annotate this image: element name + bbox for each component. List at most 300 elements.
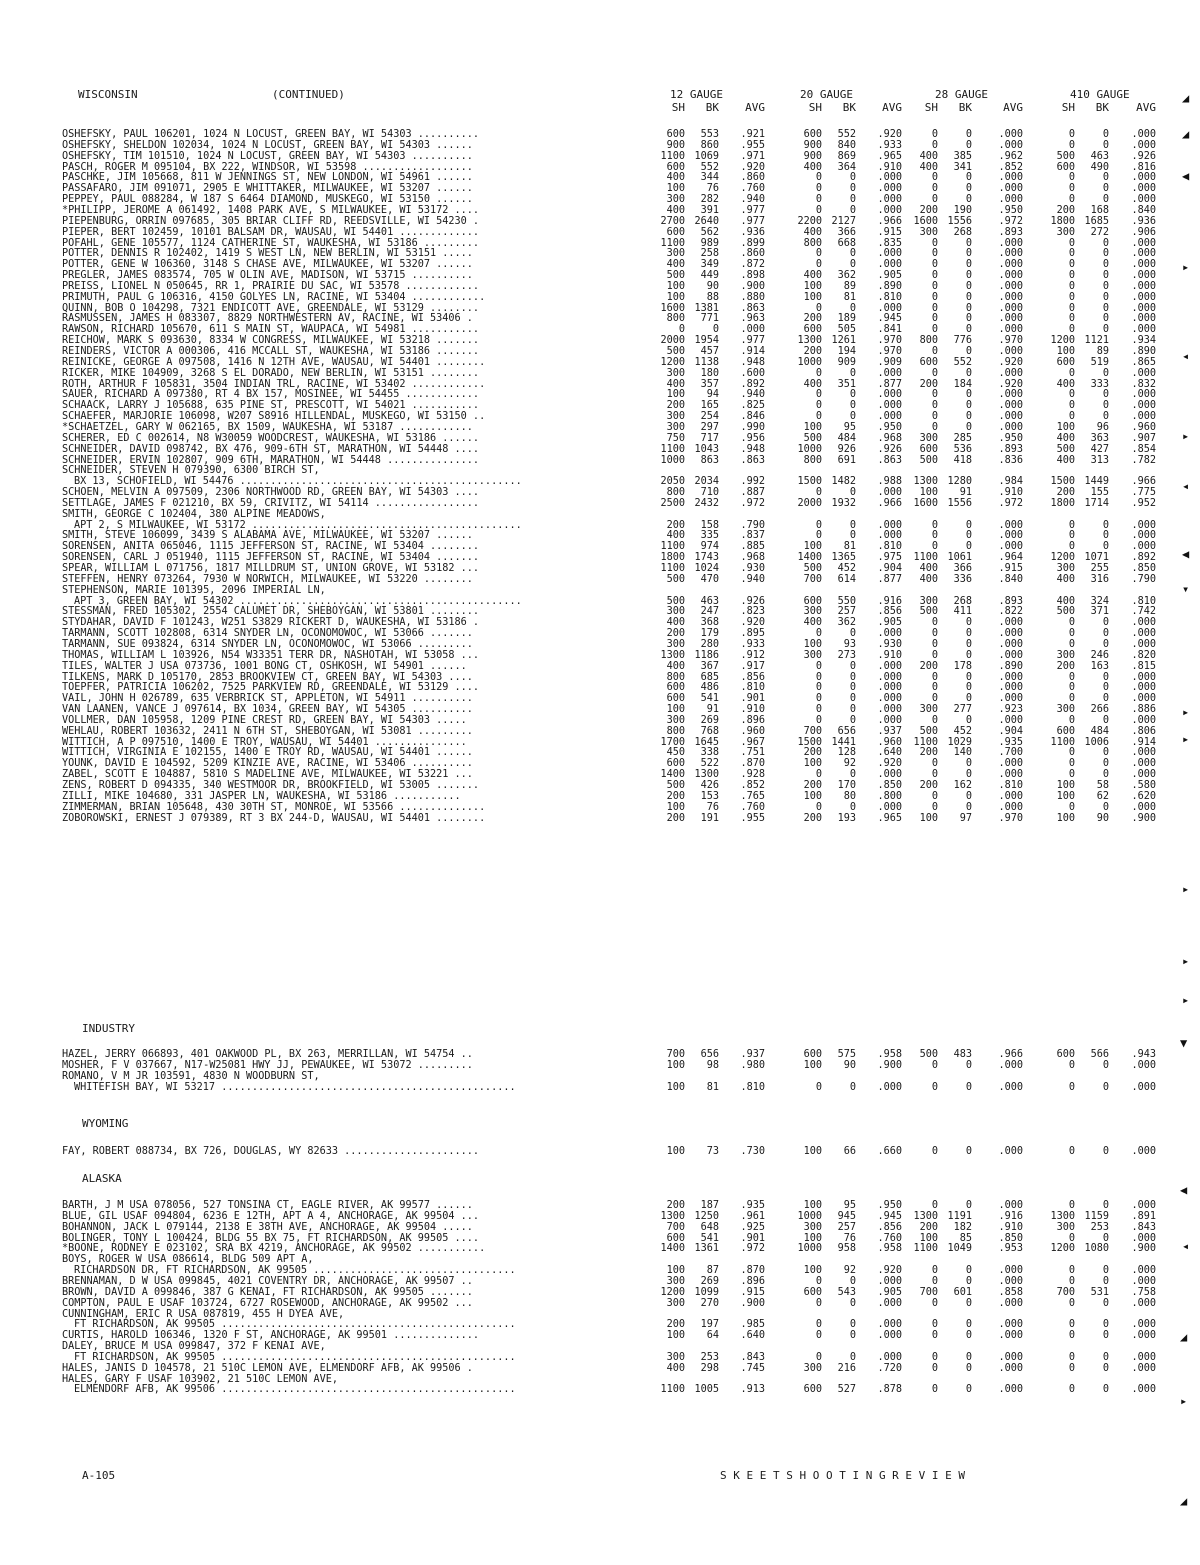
score-cell: .962 xyxy=(998,150,1023,162)
shooter-name-address: POTTER, DENNIS R 102402, 1419 S WEST LN, NEW BERLIN, WI 53151 ..... xyxy=(62,248,473,260)
score-cell: 200 xyxy=(1056,487,1075,499)
score-cell: 452 xyxy=(837,563,856,574)
score-cell: 600 xyxy=(919,356,938,368)
score-cell: 0 xyxy=(849,1275,856,1287)
score-cell: 0 xyxy=(965,367,972,379)
score-cell: 191 xyxy=(700,812,719,824)
score-cell: 253 xyxy=(1090,1221,1109,1233)
score-cell: 300 xyxy=(919,226,938,238)
score-cell: .000 xyxy=(877,671,902,683)
score-cell: .892 xyxy=(740,378,765,390)
score-cell: 300 xyxy=(666,421,685,433)
score-cell: .977 xyxy=(740,335,765,347)
continued-label: (CONTINUED) xyxy=(272,88,345,101)
shooter-name-address: *SCHAETZEL, GARY W 062165, BX 1509, WAUKESHA, WI 53187 ............ xyxy=(62,421,473,433)
score-cell: .843 xyxy=(1131,1221,1156,1233)
score-cell: 0 xyxy=(815,1351,822,1363)
score-cell: .870 xyxy=(740,1265,765,1277)
score-cell: .940 xyxy=(740,389,765,401)
score-cell: 0 xyxy=(931,769,938,781)
score-cell: .580 xyxy=(1131,780,1156,791)
score-cell: 600 xyxy=(1056,161,1075,173)
score-cell: 0 xyxy=(1102,411,1109,423)
score-cell: 88 xyxy=(706,291,719,303)
margin-mark: ◢ xyxy=(1182,127,1190,141)
score-cell: 656 xyxy=(837,725,856,737)
score-cell: .730 xyxy=(740,1146,765,1157)
score-cell: 400 xyxy=(1056,595,1075,607)
score-cell: .961 xyxy=(740,1210,765,1222)
score-cell: 277 xyxy=(953,704,972,716)
column-header: BK xyxy=(1095,101,1109,114)
score-cell: 0 xyxy=(965,682,972,694)
score-cell: 313 xyxy=(1090,454,1109,466)
score-cell: 600 xyxy=(666,1232,685,1244)
score-cell: .968 xyxy=(740,552,765,564)
score-cell: .893 xyxy=(998,443,1023,455)
score-cell: 100 xyxy=(803,1200,822,1211)
score-cell: 0 xyxy=(931,302,938,314)
table-row xyxy=(0,563,1200,574)
score-cell: 0 xyxy=(1068,1319,1075,1331)
score-cell: 519 xyxy=(1090,356,1109,368)
score-cell: 168 xyxy=(1090,204,1109,216)
score-cell: .909 xyxy=(877,356,902,368)
section-industry: INDUSTRY xyxy=(82,1022,135,1035)
score-cell: 100 xyxy=(1056,812,1075,824)
score-cell: 1700 xyxy=(660,736,685,748)
score-cell: .937 xyxy=(877,725,902,737)
score-cell: 200 xyxy=(919,204,938,216)
score-cell: 0 xyxy=(815,487,822,499)
score-cell: .000 xyxy=(877,1297,902,1309)
score-cell: 536 xyxy=(953,443,972,455)
table-row xyxy=(0,411,1200,422)
score-cell: 338 xyxy=(700,747,719,759)
score-cell: 0 xyxy=(965,421,972,433)
score-cell: 0 xyxy=(1102,617,1109,629)
score-cell: 1261 xyxy=(831,335,856,347)
score-cell: 0 xyxy=(931,1059,938,1071)
score-cell: .860 xyxy=(740,172,765,184)
score-cell: 66 xyxy=(843,1146,856,1157)
shooter-name-address: SCHNEIDER, DAVID 098742, BX 476, 909-6TH ST, MARATHON, WI 54448 .... xyxy=(62,443,480,455)
score-cell: 869 xyxy=(837,150,856,162)
score-cell: 357 xyxy=(700,378,719,390)
score-cell: 400 xyxy=(666,259,685,271)
score-cell: 258 xyxy=(700,248,719,260)
score-cell: 257 xyxy=(837,606,856,618)
shooter-name-address: QUINN, BOB O 104298, 7321 ENDICOTT AVE, GREENDALE, WI 53129 ........ xyxy=(62,302,480,314)
shooter-name-address: PIEPENBURG, ORRIN 097685, 305 BRIAR CLIFF RD, REEDSVILLE, WI 54230 . xyxy=(62,215,480,227)
score-cell: .960 xyxy=(877,736,902,748)
score-cell: .965 xyxy=(877,150,902,162)
table-row xyxy=(0,661,1200,672)
score-cell: 0 xyxy=(1102,671,1109,683)
score-cell: 500 xyxy=(666,270,685,282)
score-cell: 1645 xyxy=(694,736,719,748)
score-cell: .977 xyxy=(740,215,765,227)
margin-mark: ▸ xyxy=(1182,260,1190,274)
score-cell: 1071 xyxy=(1084,552,1109,564)
score-cell: .000 xyxy=(1131,1362,1156,1374)
score-cell: .000 xyxy=(1131,1146,1156,1157)
score-cell: 0 xyxy=(1068,1362,1075,1374)
score-cell: 0 xyxy=(965,617,972,629)
score-cell: 100 xyxy=(666,280,685,292)
table-row xyxy=(0,693,1200,704)
score-cell: 96 xyxy=(1096,421,1109,433)
score-cell: 1932 xyxy=(831,497,856,509)
score-cell: .751 xyxy=(740,747,765,759)
score-cell: 0 xyxy=(965,1081,972,1093)
shooter-name-address: THOMAS, WILLIAM L 103926, N54 W33351 TERR DR, NASHOTAH, WI 53058 ... xyxy=(62,649,480,661)
score-cell: .966 xyxy=(877,215,902,227)
score-cell: 76 xyxy=(843,1232,856,1244)
score-cell: 926 xyxy=(837,443,856,455)
score-cell: .907 xyxy=(1131,432,1156,444)
address-continuation: WHITEFISH BAY, WI 53217 ................................................ xyxy=(74,1081,516,1093)
score-cell: .810 xyxy=(740,682,765,694)
shooter-name-address: WITTICH, A P 097510, 1400 E TROY, WAUSAU, WI 54401 ............... xyxy=(62,736,467,748)
score-cell: .000 xyxy=(877,367,902,379)
table-row-continuation xyxy=(0,1352,1200,1363)
score-cell: 0 xyxy=(931,324,938,336)
score-cell: 1600 xyxy=(913,497,938,509)
score-cell: 0 xyxy=(1068,682,1075,694)
table-row-continuation xyxy=(0,1319,1200,1330)
score-cell: 333 xyxy=(1090,378,1109,390)
score-cell: .900 xyxy=(877,1059,902,1071)
score-cell: .000 xyxy=(877,204,902,216)
score-cell: 600 xyxy=(803,595,822,607)
score-cell: .000 xyxy=(998,291,1023,303)
score-cell: 0 xyxy=(1102,1384,1109,1396)
score-cell: 600 xyxy=(1056,356,1075,368)
score-cell: 0 xyxy=(1102,129,1109,140)
score-cell: 0 xyxy=(849,660,856,672)
score-cell: 300 xyxy=(803,1362,822,1374)
gauge-20-label: 20 GAUGE xyxy=(800,88,853,101)
score-cell: .000 xyxy=(877,693,902,705)
table-row xyxy=(0,400,1200,411)
score-cell: 280 xyxy=(700,638,719,650)
score-cell: 900 xyxy=(803,139,822,151)
score-cell: .000 xyxy=(877,183,902,195)
address-continuation: ELMENDORF AFB, AK 99506 ................................................ xyxy=(74,1384,516,1396)
shooter-name-address: CURTIS, HAROLD 106346, 1320 F ST, ANCHORAGE, AK 99501 .............. xyxy=(62,1330,480,1342)
score-cell: 270 xyxy=(700,1297,719,1309)
score-cell: .816 xyxy=(1131,161,1156,173)
score-cell: .920 xyxy=(877,758,902,770)
table-row xyxy=(0,281,1200,292)
score-cell: 391 xyxy=(700,204,719,216)
score-cell: 100 xyxy=(803,291,822,303)
score-cell: 600 xyxy=(666,129,685,140)
table-row xyxy=(0,487,1200,498)
score-cell: .906 xyxy=(1131,226,1156,238)
score-cell: 0 xyxy=(1068,1265,1075,1277)
score-cell: .988 xyxy=(877,476,902,488)
score-cell: .928 xyxy=(740,769,765,781)
score-cell: 0 xyxy=(815,302,822,314)
score-cell: 0 xyxy=(1102,248,1109,260)
score-cell: 0 xyxy=(1102,1146,1109,1157)
table-row xyxy=(0,259,1200,270)
score-cell: 400 xyxy=(803,161,822,173)
score-cell: 194 xyxy=(837,346,856,357)
score-cell: 0 xyxy=(1068,714,1075,726)
score-cell: .000 xyxy=(1131,1297,1156,1309)
score-cell: 600 xyxy=(803,324,822,336)
score-cell: 100 xyxy=(666,1330,685,1342)
score-cell: .900 xyxy=(740,1297,765,1309)
score-cell: 0 xyxy=(931,291,938,303)
score-cell: .955 xyxy=(740,139,765,151)
score-cell: .916 xyxy=(998,1210,1023,1222)
shooter-name-address: TARMANN, SCOTT 102808, 6314 SNYDER LN, OCONOMOWOC, WI 53066 ....... xyxy=(62,628,473,640)
score-cell: .000 xyxy=(1131,324,1156,336)
score-cell: 0 xyxy=(849,367,856,379)
table-row xyxy=(0,1363,1200,1374)
table-row-continuation xyxy=(0,476,1200,487)
margin-mark: ◂ xyxy=(1182,1239,1190,1253)
score-cell: 0 xyxy=(1102,1275,1109,1287)
score-cell: 300 xyxy=(919,704,938,716)
score-cell: 100 xyxy=(666,291,685,303)
score-cell: 0 xyxy=(1102,1081,1109,1093)
score-cell: 1361 xyxy=(694,1243,719,1255)
score-cell: 2200 xyxy=(797,215,822,227)
score-cell: 0 xyxy=(931,1275,938,1287)
score-cell: .958 xyxy=(877,1243,902,1255)
score-cell: .967 xyxy=(740,736,765,748)
score-cell: .852 xyxy=(998,161,1023,173)
score-cell: 76 xyxy=(706,801,719,813)
score-cell: 0 xyxy=(1068,617,1075,629)
score-cell: .822 xyxy=(998,606,1023,618)
score-cell: 974 xyxy=(700,541,719,553)
score-cell: 349 xyxy=(700,259,719,271)
score-cell: 800 xyxy=(803,454,822,466)
shooter-name-address: OSHEFSKY, SHELDON 102034, 1024 N LOCUST, GREEN BAY, WI 54303 ...... xyxy=(62,139,473,151)
score-cell: 1043 xyxy=(694,443,719,455)
score-cell: 656 xyxy=(700,1049,719,1060)
score-cell: 1191 xyxy=(947,1210,972,1222)
score-cell: 0 xyxy=(931,1081,938,1093)
score-cell: .992 xyxy=(740,476,765,488)
score-cell: .000 xyxy=(998,1362,1023,1374)
table-row xyxy=(0,389,1200,400)
shooter-name-address: SCHOEN, MELVIN A 097509, 2306 NORTHWOOD RD, GREEN BAY, WI 54303 .... xyxy=(62,487,480,499)
section-alaska: ALASKA xyxy=(82,1172,122,1185)
score-cell: 552 xyxy=(837,129,856,140)
score-cell: .000 xyxy=(877,400,902,412)
table-row xyxy=(0,455,1200,466)
score-cell: .000 xyxy=(998,367,1023,379)
table-row xyxy=(0,1211,1200,1222)
score-cell: 0 xyxy=(931,270,938,282)
score-cell: 336 xyxy=(953,573,972,585)
score-cell: 0 xyxy=(1068,400,1075,412)
score-cell: .966 xyxy=(877,497,902,509)
score-cell: 484 xyxy=(1090,725,1109,737)
score-cell: .913 xyxy=(740,1384,765,1396)
shooter-name-address: SPEAR, WILLIAM L 071756, 1817 MILLDRUM ST, UNION GROVE, WI 53182 ... xyxy=(62,563,480,574)
table-row xyxy=(0,422,1200,433)
table-row xyxy=(0,617,1200,628)
score-cell: 0 xyxy=(849,302,856,314)
score-cell: 0 xyxy=(1102,519,1109,531)
score-cell: .841 xyxy=(877,324,902,336)
score-cell: 91 xyxy=(959,487,972,499)
score-cell: 300 xyxy=(803,606,822,618)
score-cell: 500 xyxy=(919,606,938,618)
score-cell: 247 xyxy=(700,606,719,618)
state-title: WISCONSIN xyxy=(78,88,138,101)
score-cell: 0 xyxy=(849,248,856,260)
score-cell: 0 xyxy=(1102,389,1109,401)
score-cell: 2500 xyxy=(660,497,685,509)
score-cell: 0 xyxy=(931,638,938,650)
score-cell: 0 xyxy=(1102,747,1109,759)
score-cell: 300 xyxy=(666,1275,685,1287)
score-cell: .852 xyxy=(740,780,765,791)
score-cell: .600 xyxy=(740,367,765,379)
score-cell: 0 xyxy=(1068,389,1075,401)
score-cell: 0 xyxy=(931,790,938,802)
score-cell: .000 xyxy=(877,714,902,726)
score-cell: 552 xyxy=(953,356,972,368)
shooter-name-address: OSHEFSKY, TIM 101510, 1024 N LOCUST, GREEN BAY, WI 54303 .......... xyxy=(62,150,473,162)
score-cell: .000 xyxy=(998,280,1023,292)
column-header: SH xyxy=(808,101,822,114)
score-cell: 1449 xyxy=(1084,476,1109,488)
score-cell: 1099 xyxy=(694,1286,719,1298)
score-cell: .990 xyxy=(740,421,765,433)
shooter-name-address: PIEPER, BERT 102459, 10101 BALSAM DR, WAUSAU, WI 54401 ............. xyxy=(62,226,480,238)
table-row xyxy=(0,791,1200,802)
score-cell: 500 xyxy=(1056,606,1075,618)
score-cell: 411 xyxy=(953,606,972,618)
score-cell: 0 xyxy=(931,519,938,531)
score-cell: .000 xyxy=(1131,628,1156,640)
score-cell: 527 xyxy=(837,1384,856,1396)
score-cell: 909 xyxy=(837,356,856,368)
address-continuation: FT RICHARDSON, AK 99505 ................................................ xyxy=(74,1319,516,1331)
score-cell: 0 xyxy=(1102,280,1109,292)
score-cell: 1400 xyxy=(660,769,685,781)
score-cell: 0 xyxy=(1102,313,1109,325)
score-cell: .945 xyxy=(877,1210,902,1222)
score-cell: .000 xyxy=(1131,714,1156,726)
score-cell: 0 xyxy=(678,324,685,336)
score-cell: 0 xyxy=(965,172,972,184)
score-cell: .000 xyxy=(1131,638,1156,650)
score-cell: 0 xyxy=(931,1362,938,1374)
score-cell: 0 xyxy=(849,400,856,412)
score-cell: 600 xyxy=(919,443,938,455)
score-cell: .899 xyxy=(740,237,765,249)
score-cell: 0 xyxy=(931,541,938,553)
score-cell: .000 xyxy=(1131,411,1156,423)
margin-mark: ◢ xyxy=(1182,91,1190,105)
table-row xyxy=(0,639,1200,650)
score-cell: 1069 xyxy=(694,150,719,162)
table-row xyxy=(0,802,1200,813)
score-cell: 257 xyxy=(837,1221,856,1233)
table-row xyxy=(0,140,1200,151)
score-cell: 341 xyxy=(953,161,972,173)
score-cell: .893 xyxy=(998,595,1023,607)
address-continuation: RICHARDSON DR, FT RICHARDSON, AK 99505 ................................. xyxy=(74,1265,516,1277)
table-row xyxy=(0,368,1200,379)
score-cell: .810 xyxy=(740,1081,765,1093)
table-row xyxy=(0,227,1200,238)
margin-mark: ▸ xyxy=(1182,705,1190,719)
score-cell: .000 xyxy=(998,1275,1023,1287)
score-cell: 0 xyxy=(965,1200,972,1211)
table-row-continuation xyxy=(0,1265,1200,1276)
score-cell: 158 xyxy=(700,519,719,531)
score-cell: 800 xyxy=(666,725,685,737)
column-header: SH xyxy=(671,101,685,114)
score-cell: 552 xyxy=(700,161,719,173)
shooter-name-address: PEPPEY, PAUL 088284, W 187 S 6464 DIAMOND, MUSKEGO, WI 53150 ...... xyxy=(62,194,473,206)
score-cell: 0 xyxy=(965,693,972,705)
score-cell: 0 xyxy=(1068,1200,1075,1211)
score-cell: .000 xyxy=(1131,1081,1156,1093)
margin-mark: ◀ xyxy=(1182,547,1190,561)
score-cell: 0 xyxy=(849,389,856,401)
score-cell: 0 xyxy=(931,1384,938,1396)
score-cell: 0 xyxy=(931,183,938,195)
shooter-name-address: TARMANN, SUE 093824, 6314 SNYDER LN, OCONOMOWOC, WI 53066 ......... xyxy=(62,638,473,650)
table-row-continuation xyxy=(0,520,1200,531)
score-cell: 0 xyxy=(1102,1297,1109,1309)
score-cell: 958 xyxy=(837,1243,856,1255)
score-cell: 0 xyxy=(1068,129,1075,140)
score-cell: 1100 xyxy=(660,150,685,162)
score-cell: 0 xyxy=(965,1297,972,1309)
score-cell: 800 xyxy=(919,335,938,347)
table-row xyxy=(0,357,1200,368)
score-cell: 600 xyxy=(666,758,685,770)
score-cell: 1800 xyxy=(660,552,685,564)
score-cell: .000 xyxy=(877,801,902,813)
score-cell: 1365 xyxy=(831,552,856,564)
score-cell: 418 xyxy=(953,454,972,466)
score-cell: .000 xyxy=(877,411,902,423)
score-cell: 0 xyxy=(1068,801,1075,813)
score-cell: 0 xyxy=(1102,324,1109,336)
score-cell: .782 xyxy=(1131,454,1156,466)
score-cell: 184 xyxy=(953,378,972,390)
score-cell: 100 xyxy=(666,1081,685,1093)
score-cell: 300 xyxy=(666,1297,685,1309)
score-cell: 0 xyxy=(849,519,856,531)
score-cell: 300 xyxy=(919,595,938,607)
score-cell: 0 xyxy=(815,628,822,640)
score-cell: .904 xyxy=(998,725,1023,737)
score-cell: .905 xyxy=(877,1286,902,1298)
score-cell: 1100 xyxy=(1050,736,1075,748)
score-cell: 98 xyxy=(706,1059,719,1071)
table-row xyxy=(0,1200,1200,1211)
table-row xyxy=(0,335,1200,346)
score-cell: .901 xyxy=(740,693,765,705)
margin-mark: ▸ xyxy=(1182,954,1190,968)
